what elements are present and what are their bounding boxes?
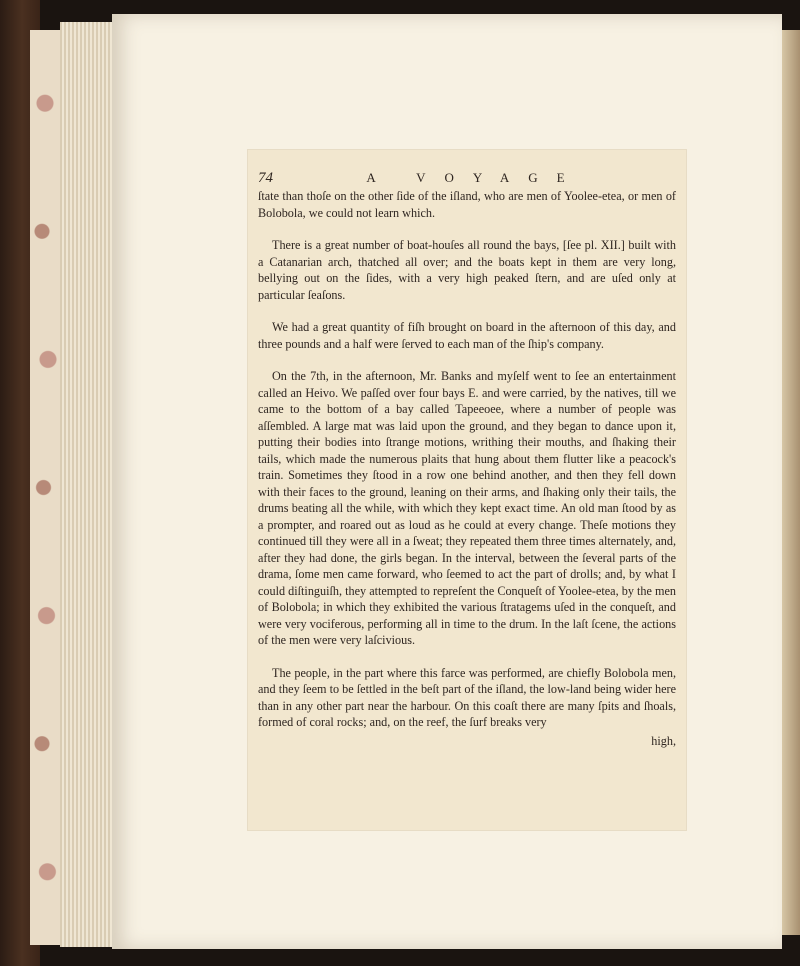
paragraph-1: ſtate than thoſe on the other ſide of the iſland, who are men of Yoolee-etea, or men of Bolobola, we could not learn which. xyxy=(258,189,676,220)
facing-page-edge xyxy=(782,30,800,935)
paragraph-5: The people, in the part where this farce was performed, are chiefly Bolobola men, and they ſeem to be ſettled in the beſt part of the iſland, the low-land being wider here than in any other part near the harbour. On this coaſt there are many ſpits and ſhoals, formed of coral rocks; and, on the reef, the ſurf breaks very xyxy=(258,665,676,729)
paragraph-3: We had a great quantity of fiſh brought on board in the afternoon of this day, and three pounds and a half were ſerved to each man of the ſhip's company. xyxy=(258,320,676,351)
catchword: high, xyxy=(651,733,676,748)
running-title: A VOYAGE xyxy=(366,170,584,185)
decorative-endpaper xyxy=(30,30,61,945)
page-edges xyxy=(60,22,116,947)
paragraph-4: On the 7th, in the afternoon, Mr. Banks and myſelf went to ſee an entertainment called an Heivo. We paſſed over four bays E. and were carried, by the natives, till we came to the bottom of a bay called Tapeeoee, where a number of people was aſſembled. A large mat was laid upon the ground, and they began to dance upon it, putting their bodies into ſtrange motions, writhing their mouths, and ſhaking their tails, which made the numerous plaits that hung about them flutter like a peacock's train. Sometimes they ſtood in a row one behind another, and then they fell down with their faces to the ground, leaning on their arms, and ſhaking only their tails, the drums beating all the while, with which they kept exact time. An old man ſtood by as a prompter, and roared out as loud as he could at every change. Theſe motions they continued till they were all in a ſweat; they repeated them three times alternately, and, after they had done, the girls began. In the interval, between the ſeveral parts of the drama, ſome men came forward, who ſeemed to act the part of drolls; and, by what I could diſtinguiſh, they attempted to repreſent the Conqueſt of Yoolee-etea, by the men of Bolobola; in which they exhibited the various ſtratagems uſed in the conqueſt, and were very vociferous, performing all in time to the drum. In the laſt ſcene, the actions of the men were very laſcivious. xyxy=(258,369,676,647)
page-number: 74 xyxy=(258,170,273,186)
page-header xyxy=(258,170,676,187)
paragraph-2: There is a great number of boat-houſes all round the bays, [ſee pl. XII.] built with a Catanarian arch, thatched all over; and the boats kept in them are very long, bellying out on the ſides, with a very high peaked ſtern, and are uſed only at particular ſeaſons. xyxy=(258,238,676,302)
page-text-block xyxy=(258,170,676,749)
